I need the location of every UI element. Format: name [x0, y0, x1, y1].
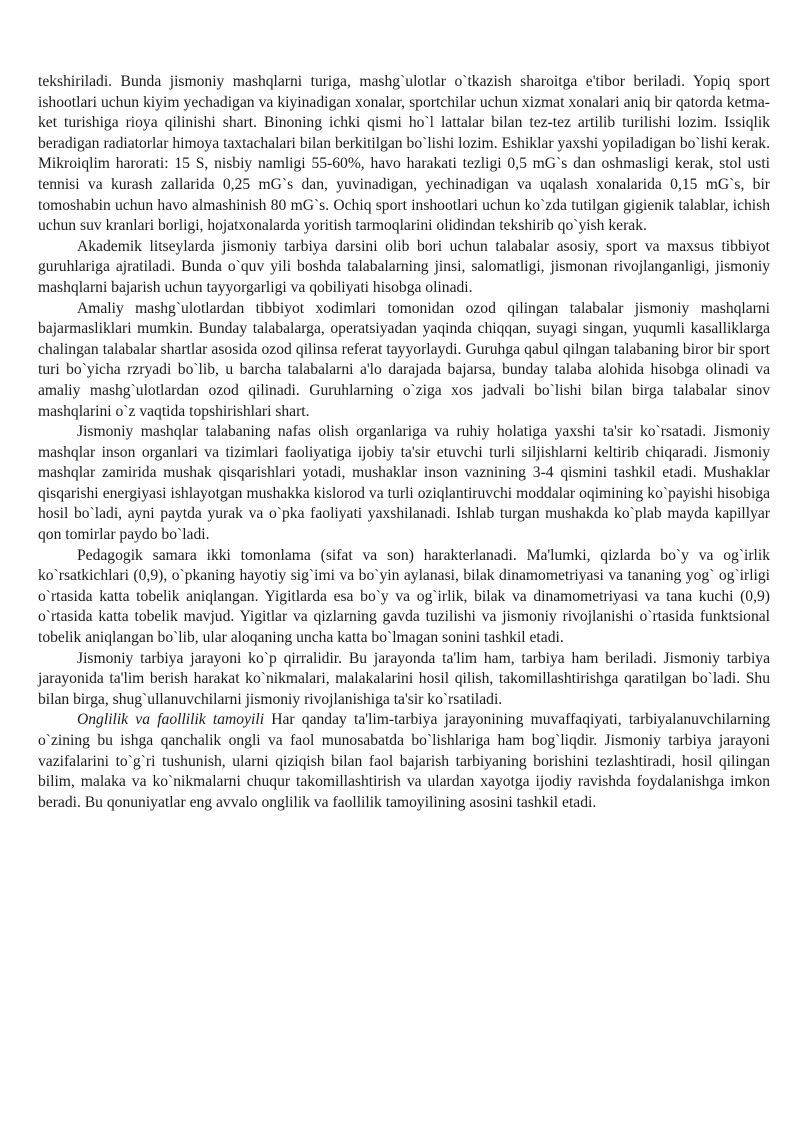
paragraph-3: Amaliy mashg`ulotlardan tibbiyot xodimlari tomonidan ozod qilingan talabalar jismoniy mashqlarni bajarmasliklari mumkin. Bunday talabalarga, operatsiyadan yaqinda chiqqan, suyagi singan, yuqumli kasalliklarga chalingan talabalar shartlar asosida ozod qilinsa referat tayyorlaydi. Guruhga qabul qilngan talabaning biror bir sport turi bo`yicha rzryadi bo`lib, u barcha talabalarni a'lo darajada bajarsa, bunday talaba alohida hisobga olinadi va amaliy mashg`ulotlardan ozod qilinadi. Guruhlarning o`ziga xos jadvali bo`lishi bilan birga talabalar sinov mashqlarini o`z vaqtida topshirishlari shart. [38, 299, 770, 420]
paragraph-6: Jismoniy tarbiya jarayoni ko`p qirralidir. Bu jarayonda ta'lim ham, tarbiya ham beriladi. Jismoniy tarbiya jarayonida ta'lim berish harakat ko`nikmalari, malakalarini hosil qilish, takomillashtirishga qaratilgan bo`ladi. Shu bilan birga, shug`ullanuvchilarni jismoniy rivojlanishiga ta'sir ko`rsatiladi. [38, 649, 770, 708]
document-page [38, 72, 770, 813]
paragraph-5: Pedagogik samara ikki tomonlama (sifat va son) harakterlanadi. Ma'lumki, qizlarda bo`y va og`irlik ko`rsatkichlari (0,9), o`pkaning hayotiy sig`imi va bo`yin aylanasi, bilak dinamometriyasi va tananing yog` og`irligi o`rtasida katta tobelik aniqlangan. Yigitlarda esa bo`y va og`irlik, bilak va dinamometriyasi va tana kuchi (0,9) o`rtasida katta tobelik mavjud. Yigitlar va qizlarning gavda tuzilishi va jismoniy rivojlanishi o`rtasida funktsional tobelik aniqlangan bo`lib, ular aloqaning uncha katta bo`lmagan sonini tashkil etadi. [38, 546, 770, 647]
paragraph-2: Akademik litseylarda jismoniy tarbiya darsini olib bori uchun talabalar asosiy, sport va maxsus tibbiyot guruhlariga ajratiladi. Bunda o`quv yili boshda talabalarning jinsi, salomatligi, jismonan rivojlanganligi, jismoniy mashqlarni bajarish uchun tayyorgarligi va qobiliyati hisobga olinadi. [38, 237, 770, 296]
paragraph-7-lead: Onglilik va faollilik tamoyili [77, 711, 265, 729]
paragraph-4: Jismoniy mashqlar talabaning nafas olish organlariga va ruhiy holatiga yaxshi ta'sir ko`rsatadi. Jismoniy mashqlar inson organlari va tizimlari faoliyatiga ijobiy ta'sir etuvchi turli siljishlarni keltirib chiqaradi. Jismoniy mashqlar zamirida mushak qisqarishlari yotadi, mushaklar inson vaznining 3-4 qismini tashkil etadi. Mushaklar qisqarishi energiyasi ishlayotgan mushakka kislorod va turli oziqlantiruvchi moddalar oqimining ko`payishi hisobiga hosil bo`ladi, ayni paytda yurak va o`pka faoliyati yaxshilanadi. Ishlab turgan mushakda ko`plab mayda kapillyar qon tomirlar paydo bo`ladi. [38, 423, 770, 544]
paragraph-7-body: Har qanday ta'lim-tarbiya jarayonining muvaffaqiyati, tarbiyalanuvchilarning o`zining bu ishga qanchalik ongli va faol munosabatda bo`lishlariga ham bog`liqdir. Jismoniy tarbiya jarayoni vazifalarini to`g`ri tushunish, ularni qiziqish bilan faol bajarish tarbiyaning borishini tezlashtiradi, hosil qilingan bilim, malaka va ko`nikmalarni chuqur takomillashtirish va ulardan xayotga ijodiy ravishda foydalanishga imkon beradi. Bu qonuniyatlar eng avvalo onglilik va faollilik tamoyilining asosini tashkil etadi. [38, 711, 770, 811]
paragraph-1: tekshiriladi. Bunda jismoniy mashqlarni turiga, mashg`ulotlar o`tkazish sharoitga e'tibor beriladi. Yopiq sport ishootlari uchun kiyim yechadigan va kiyinadigan xonalar, sportchilar uchun xizmat xonalari aniq bir qatorda ketma-ket turishiga rioya qilinishi shart. Binoning ichki qismi ho`l lattalar bilan tez-tez artilib turilishi lozim. Issiqlik beradigan radiatorlar himoya taxtachalari bilan berkitilgan bo`lishi lozim. Eshiklar yaxshi yopiladigan bo`lishi kerak. Mikroiqlim harorati: 15 S, nisbiy namligi 55-60%, havo harakati tezligi 0,5 mG`s dan oshmasligi kerak, stol usti tennisi va kurash zallarida 0,25 mG`s dan, yuvinadigan, yechinadigan va uqalash xonalarida 0,15 mG`s, bir tomoshabin uchun havo almashinish 80 mG`s. Ochiq sport inshootlari uchun ko`zda tutilgan gigienik talablar, ichish uchun suv kranlari borligi, hojatxonalarda yoritish tarmoqlarini olidindan tekshirib qo`yish kerak. [38, 73, 770, 235]
paragraph-7 [38, 710, 770, 813]
